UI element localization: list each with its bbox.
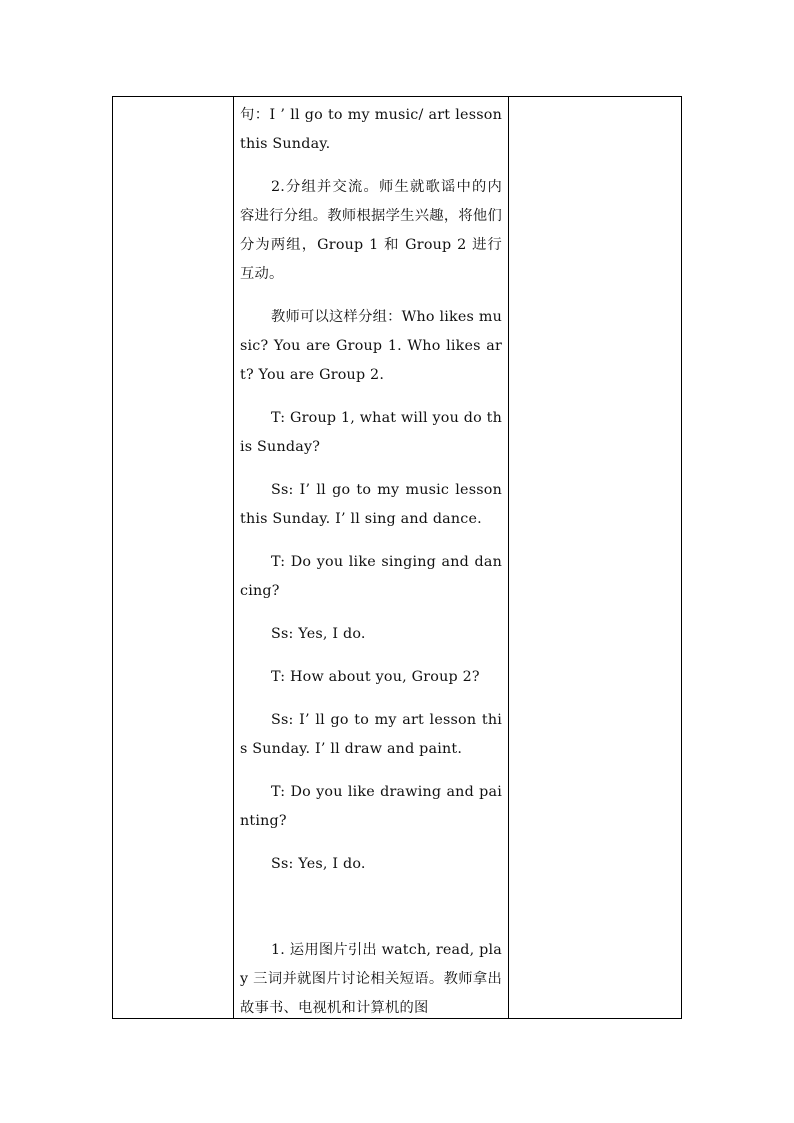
right-column-cell <box>509 97 682 1019</box>
lesson-plan-table <box>112 96 682 1019</box>
dialogue-line: T: Do you like drawing and painting? <box>240 784 502 829</box>
paragraph-grouping-method: 教师可以这样分组：Who likes music? You are Group 1. Who likes art? You are Group 2. <box>240 309 502 383</box>
dialogue-line: Ss: I’ ll go to my art lesson this Sunday. I’ ll draw and paint. <box>240 712 502 757</box>
table-row <box>113 97 682 1019</box>
dialogue-line: T: Group 1, what will you do this Sunday? <box>240 410 502 455</box>
dialogue-line: T: How about you, Group 2? <box>271 669 480 685</box>
dialogue-line: T: Do you like singing and dancing? <box>240 554 502 599</box>
dialogue-line: Ss: I’ ll go to my music lesson this Sunday. I’ ll sing and dance. <box>240 482 502 527</box>
dialogue-line: Ss: Yes, I do. <box>271 856 366 872</box>
activity-column-cell <box>234 97 509 1019</box>
left-column-cell <box>113 97 234 1019</box>
dialogue-line: Ss: Yes, I do. <box>271 626 366 642</box>
paragraph-sentence-pattern: 句：I ’ ll go to my music/ art lesson this Sunday. <box>240 107 502 152</box>
paragraph-picture-step: 1. 运用图片引出 watch, read, play 三词并就图片讨论相关短语。教师拿出故事书、电视机和计算机的图 <box>240 942 502 1016</box>
paragraph-grouping-step: 2.分组并交流。师生就歌谣中的内容进行分组。教师根据学生兴趣，将他们分为两组，Group 1 和 Group 2 进行互动。 <box>240 179 502 282</box>
activity-content <box>234 97 508 1018</box>
